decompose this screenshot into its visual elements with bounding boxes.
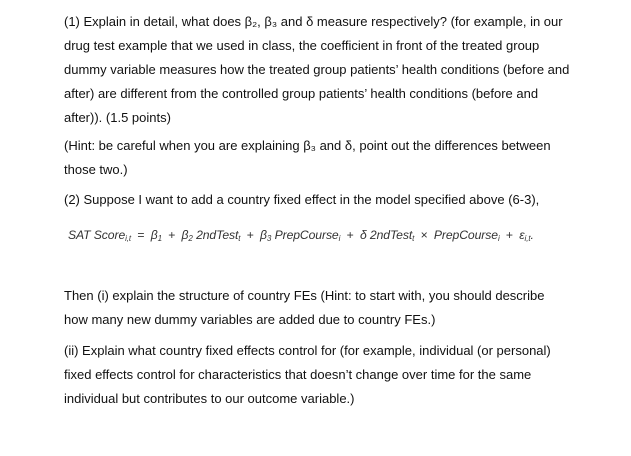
formula-prepcourse-sub: i xyxy=(338,234,341,243)
formula-2ndtest-interaction: 2ndTest xyxy=(369,228,413,242)
hint-1-paragraph xyxy=(64,134,604,182)
formula-beta1-sub: 1 xyxy=(157,234,162,243)
then-line: how many new dummy variables are added due to country FEs.) xyxy=(64,312,436,327)
formula-lhs: SAT Score xyxy=(68,228,126,242)
hint-1-line: those two.) xyxy=(64,162,128,177)
part-ii-line: (ii) Explain what country fixed effects control for (for example, individual (or personal) xyxy=(64,343,551,358)
formula-epsilon-sub: i,t xyxy=(524,234,531,243)
hint-1-line: (Hint: be careful when you are explaining β₃ and δ, point out the differences between xyxy=(64,138,551,153)
formula-plus: + xyxy=(505,228,513,242)
formula-epsilon: ε xyxy=(519,228,525,242)
formula-prepcourse-interaction: PrepCourse xyxy=(433,228,498,242)
formula-prepcourse-interaction-sub: i xyxy=(497,234,500,243)
formula-beta2: β xyxy=(181,228,189,242)
formula-2ndtest: 2ndTest xyxy=(196,228,239,242)
formula-plus: + xyxy=(346,228,354,242)
formula-prepcourse: PrepCourse xyxy=(274,228,339,242)
question-2-line: (2) Suppose I want to add a country fixed effect in the model specified above (6-3), xyxy=(64,192,540,207)
question-2-paragraph xyxy=(64,188,604,212)
question-1-line: dummy variable measures how the treated group patients’ health conditions (before and xyxy=(64,62,570,77)
question-1-paragraph xyxy=(64,10,604,130)
question-1-line: after)). (1.5 points) xyxy=(64,110,171,125)
part-ii-paragraph xyxy=(64,339,604,411)
formula-delta: δ xyxy=(359,228,367,242)
question-1-line: drug test example that we used in class, the coefficient in front of the treated group xyxy=(64,38,540,53)
then-line: Then (i) explain the structure of country FEs (Hint: to start with, you should describe xyxy=(64,288,545,303)
formula-beta3: β xyxy=(260,228,267,242)
question-1-line: after) are different from the controlled group patients’ health conditions (before and xyxy=(64,86,539,101)
formula-2ndtest-interaction-sub: t xyxy=(412,234,415,243)
formula-plus: + xyxy=(168,228,176,242)
formula-beta2-sub: 2 xyxy=(188,234,193,243)
formula-2ndtest-sub: t xyxy=(238,234,241,243)
formula-lhs-sub: i,t xyxy=(125,234,132,243)
formula-beta1: β xyxy=(150,228,158,242)
part-ii-line: fixed effects control for characteristics that doesn’t change over time for the same xyxy=(64,367,532,382)
part-ii-line: individual but contributes to our outcome variable.) xyxy=(64,391,355,406)
formula-period: . xyxy=(530,228,534,242)
question-1-line: (1) Explain in detail, what does β₂, β₃ and δ measure respectively? (for example, in our xyxy=(64,14,563,29)
regression-equation xyxy=(68,228,534,243)
then-paragraph xyxy=(64,284,604,332)
formula-equals: = xyxy=(137,228,145,242)
formula-times: × xyxy=(420,228,428,242)
formula-plus: + xyxy=(246,228,254,242)
formula-beta3-sub: 3 xyxy=(266,234,272,243)
